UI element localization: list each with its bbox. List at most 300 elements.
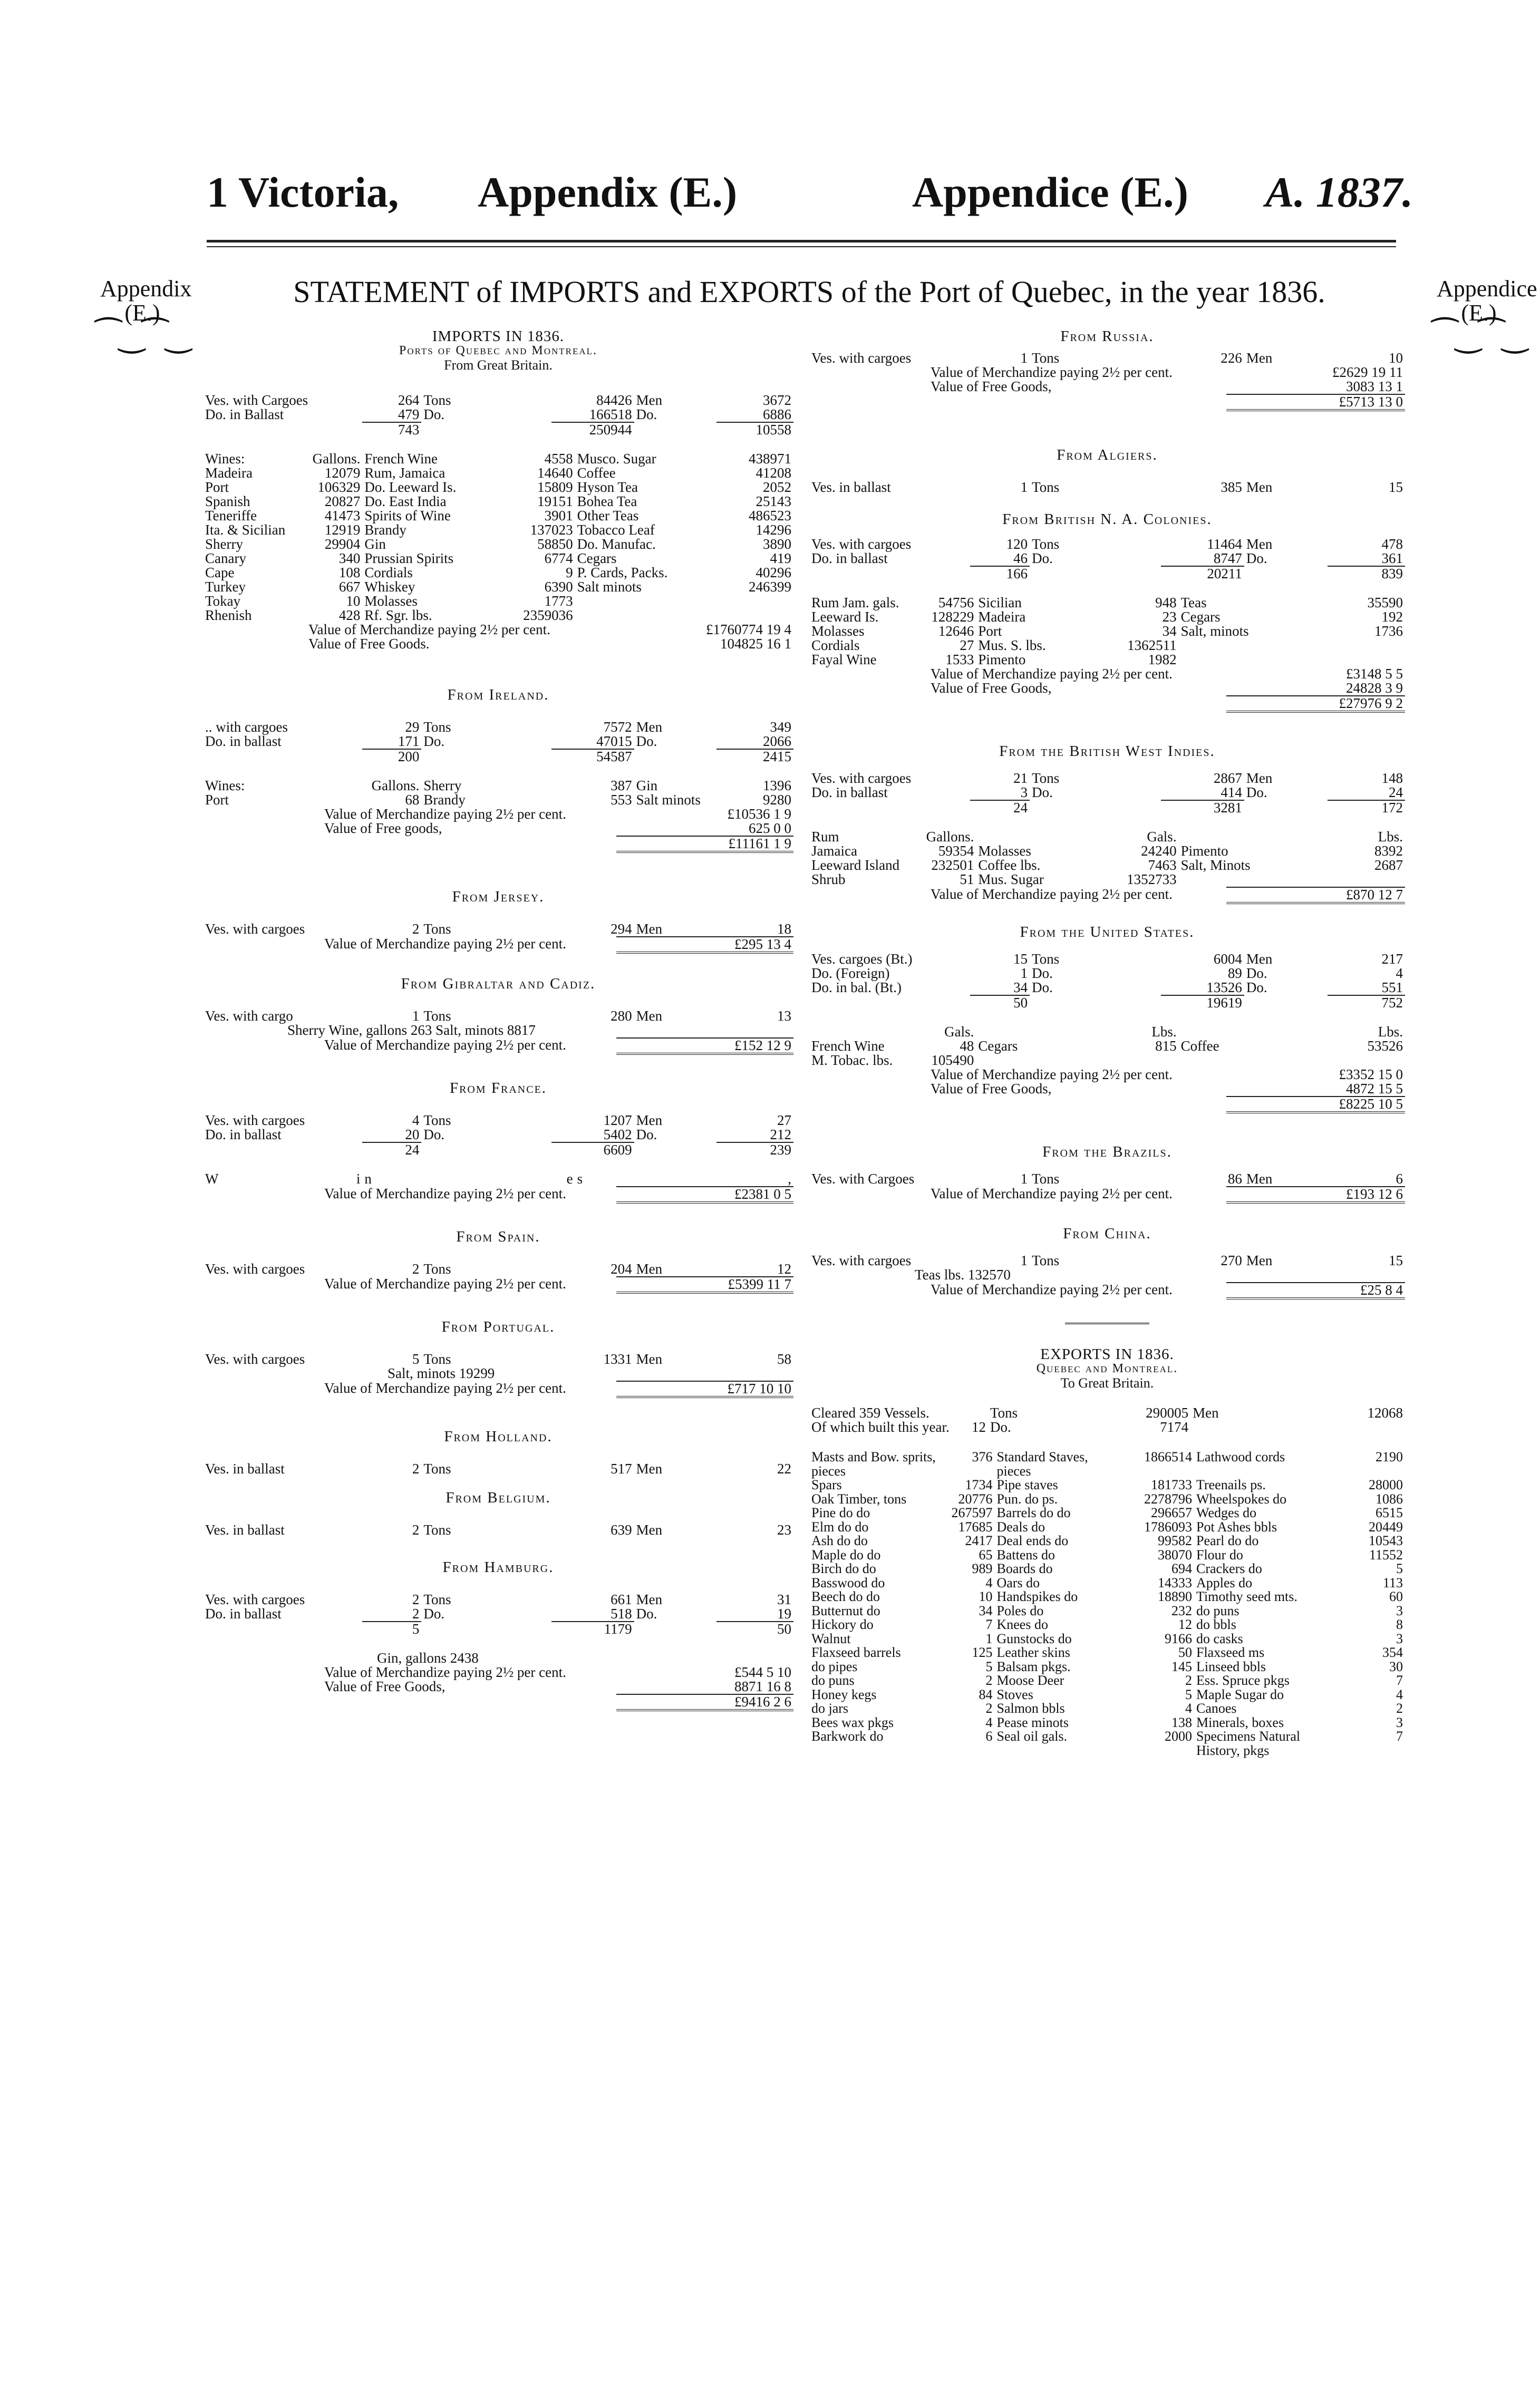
table-cell: Gals. (944, 1024, 974, 1040)
table-row (809, 610, 1405, 624)
section-heading: From China. (1063, 1225, 1151, 1242)
value-label: Value of Merchandize paying 2½ per cent. (931, 1066, 1173, 1082)
table-cell (1179, 653, 1310, 667)
table-cell: 7 (1396, 1729, 1403, 1744)
table-cell: Basswood do (811, 1575, 885, 1590)
table-cell: Shrub (811, 871, 846, 887)
table-cell: Ves. with cargoes (205, 921, 305, 937)
table-cell: Pipe staves (996, 1477, 1058, 1492)
value-label: Value of Free Goods, (324, 1679, 445, 1694)
table-cell: Ves. in ballast (205, 1522, 285, 1538)
table-cell: 414 (1221, 784, 1242, 800)
table-cell: Rf. Sgr. lbs. (364, 607, 432, 623)
table-cell: 17685 (958, 1519, 993, 1535)
table-cell: 2278796 (1144, 1491, 1192, 1507)
table-cell: 24 (1389, 784, 1403, 800)
table-cell: Pimento (1180, 843, 1228, 859)
table-cell: 3 (1396, 1714, 1403, 1730)
data-table (203, 1352, 793, 1366)
table-cell: Ves. cargoes (Bt.) (811, 951, 913, 967)
table-cell: 3890 (763, 536, 791, 552)
table-cell: Apples do (1196, 1575, 1253, 1590)
value-table (809, 1282, 1405, 1299)
table-row (809, 1520, 1405, 1535)
table-row (203, 1352, 793, 1366)
header-right: A. 1837. (1265, 168, 1413, 216)
table-cell: do jars (811, 1701, 849, 1716)
value-label: Value of Merchandize paying 2½ per cent. (324, 1276, 566, 1292)
table-cell: Flaxseed barrels (811, 1645, 901, 1660)
value-row (203, 1680, 793, 1694)
table-row (809, 1053, 1405, 1068)
table-cell: 226 (1221, 350, 1242, 366)
table-cell: Do. (423, 733, 445, 749)
table-cell: Ves. with cargo (205, 1008, 293, 1024)
table-cell: 5 (412, 1351, 420, 1367)
table-cell: s (577, 1171, 583, 1187)
section-heading: From the British West Indies. (999, 743, 1215, 760)
table-cell: Ves. with Cargoes (205, 392, 308, 408)
value-label: Value of Merchandize paying 2½ per cent. (931, 1282, 1173, 1297)
table-row (203, 922, 793, 936)
table-cell (634, 749, 717, 764)
table-cell: 148 (1381, 770, 1403, 786)
table-row (809, 1646, 1405, 1660)
table-cell: Salt, Minots (1180, 857, 1251, 873)
table-cell: 1 (1020, 1171, 1028, 1187)
table-cell: 1 (412, 1008, 420, 1024)
table-cell: 20827 (324, 493, 361, 509)
table-cell: , (788, 1171, 791, 1187)
table-cell: Cape (205, 565, 235, 580)
value-amount: £11161 1 9 (616, 836, 793, 852)
table-cell: 59354 (938, 843, 974, 859)
section-heading: From the Brazils. (1042, 1143, 1172, 1160)
table-cell: Tons (423, 1008, 451, 1024)
table-cell: Deal ends do (996, 1533, 1069, 1548)
table-cell (203, 749, 362, 764)
spacer (809, 759, 1405, 771)
table-cell: Handspikes do (996, 1589, 1078, 1604)
table-row (809, 1548, 1405, 1563)
table-cell: 22 (777, 1461, 791, 1477)
table-cell: 2066 (763, 733, 791, 749)
table-row (203, 537, 793, 551)
table-cell: 8 (1396, 1617, 1403, 1632)
table-cell: Pearl do do (1196, 1533, 1259, 1548)
table-cell: Minerals, boxes (1196, 1714, 1284, 1730)
table-cell: 518 (611, 1606, 632, 1622)
value-row (809, 1283, 1405, 1298)
table-cell: Deals do (996, 1519, 1045, 1535)
table-cell: Tons (423, 719, 451, 735)
table-cell: 10558 (716, 422, 793, 437)
table-cell: Pease minots (996, 1714, 1069, 1730)
table-cell: Coffee lbs. (978, 857, 1041, 873)
table-cell: 9 (566, 565, 573, 580)
table-cell: 385 (1221, 479, 1242, 495)
goods-line: Sherry Wine, gallons 263 Salt, minots 8817 (287, 1022, 536, 1038)
table-cell: 11552 (1369, 1547, 1403, 1563)
value-table (809, 1186, 1405, 1204)
table-row (203, 1523, 793, 1537)
table-cell: 553 (611, 792, 632, 808)
table-cell: 24 (362, 1142, 421, 1157)
table-cell: 3 (1396, 1631, 1403, 1646)
table-cell: Standard Staves, pieces (996, 1449, 1088, 1479)
table-row (203, 1622, 793, 1636)
table-cell (1310, 872, 1405, 887)
table-row (203, 1462, 793, 1476)
table-cell: Hickory do (811, 1617, 874, 1632)
table-cell: 12 (971, 1419, 986, 1435)
table-cell: Salt minots (577, 579, 642, 595)
table-cell: Do. (1032, 979, 1053, 995)
table-cell: 4 (1396, 1686, 1403, 1702)
table-cell: 1352733 (1127, 871, 1177, 887)
table-row (203, 408, 793, 422)
data-table (203, 720, 793, 764)
margin-left (79, 276, 206, 353)
data-table (809, 1254, 1405, 1268)
table-cell: Gin (364, 536, 386, 552)
table-cell (809, 995, 970, 1010)
value-row (203, 836, 793, 852)
table-cell: Poles do (996, 1603, 1044, 1618)
spacer (809, 815, 1405, 830)
value-table (809, 1068, 1405, 1113)
table-cell: Crackers do (1196, 1561, 1262, 1576)
table-cell: 948 (1155, 595, 1177, 610)
spacer (809, 1204, 1405, 1227)
table-row (809, 1618, 1405, 1632)
table-row (203, 452, 793, 466)
table-cell: Ves. with cargoes (205, 1112, 305, 1128)
data-table (203, 452, 793, 623)
swash-ornament-icon: ⁀‿⁀‿ (95, 318, 189, 353)
table-cell: Do. (636, 406, 657, 422)
table-cell: 349 (770, 719, 791, 735)
table-row (203, 779, 793, 793)
value-label: Value of Free Goods. (308, 636, 430, 652)
table-cell: 15 (1389, 479, 1403, 495)
data-table (809, 596, 1405, 667)
table-cell: Pimento (978, 652, 1026, 667)
table-cell: Port (978, 623, 1002, 639)
table-cell: 5 (985, 1658, 993, 1674)
table-row (809, 551, 1405, 566)
table-cell: 2 (412, 1261, 420, 1277)
table-cell (1179, 872, 1310, 887)
value-row (203, 821, 793, 836)
table-cell: 4 (1185, 1701, 1192, 1716)
table-cell: 6004 (1213, 951, 1242, 967)
spacer (203, 1505, 793, 1523)
table-cell: 361 (1381, 550, 1403, 566)
table-cell: 232501 (931, 857, 974, 873)
table-cell: Masts and Bow. sprits, pieces (811, 1449, 936, 1479)
table-cell (976, 1025, 1095, 1039)
table-cell: 29 (405, 719, 420, 735)
spacer (809, 1299, 1405, 1323)
table-cell: 50 (716, 1622, 793, 1636)
table-cell: 1786093 (1144, 1519, 1192, 1535)
table-cell: Men (636, 1112, 663, 1128)
table-cell: Lbs. (1151, 1024, 1177, 1040)
table-cell: 2 (412, 921, 420, 937)
table-cell: Leeward Island (811, 857, 900, 873)
table-cell: Men (1246, 1171, 1273, 1187)
table-cell: 34 (1013, 979, 1028, 995)
table-row (203, 580, 793, 594)
section-heading: To Great Britain. (1060, 1375, 1154, 1391)
table-cell: 2867 (1213, 770, 1242, 786)
table-cell: 4 (985, 1714, 993, 1730)
table-cell: 264 (398, 392, 420, 408)
table-cell: Of which built this year. (811, 1419, 950, 1435)
table-cell: Do. (Foreign) (811, 965, 890, 981)
table-cell: 7 (1396, 1673, 1403, 1688)
section-heading: Quebec and Montreal. (1036, 1362, 1178, 1375)
table-cell: do pipes (811, 1658, 858, 1674)
table-cell: Men (1246, 951, 1273, 967)
table-cell: 40296 (756, 565, 791, 580)
data-table (203, 1009, 793, 1023)
table-cell: Do. Manufac. (577, 536, 656, 552)
section-heading: From Holland. (444, 1428, 553, 1445)
value-row (203, 937, 793, 953)
table-cell: do puns (1196, 1603, 1239, 1618)
value-amount: 104825 16 1 (720, 636, 791, 652)
table-cell (1179, 638, 1310, 653)
table-cell: Specimens Natural History, pkgs (1196, 1729, 1301, 1758)
table-cell: Men (636, 1008, 663, 1024)
header-left: 1 Victoria, (207, 168, 399, 216)
table-cell: 1362511 (1127, 637, 1177, 653)
value-row (809, 887, 1405, 903)
table-cell: Men (1246, 770, 1273, 786)
table-row (809, 966, 1405, 981)
table-cell: 270 (1221, 1253, 1242, 1268)
table-cell: Pot Ashes bbls (1196, 1519, 1277, 1535)
value-amount: £5399 11 7 (616, 1277, 793, 1293)
table-cell: Do. in ballast (811, 784, 888, 800)
table-cell: 1533 (945, 652, 974, 667)
table-cell (203, 1142, 362, 1157)
data-table (203, 1262, 793, 1276)
value-label: Value of Merchandize paying 2½ per cent. (308, 622, 550, 637)
table-cell: 4558 (544, 451, 573, 467)
table-cell: 6609 (551, 1142, 634, 1157)
table-cell: Do. (423, 406, 445, 422)
table-cell: Tokay (205, 593, 241, 609)
table-cell (1322, 1420, 1405, 1434)
data-table (809, 351, 1405, 365)
table-cell: Do. in ballast (205, 1606, 282, 1622)
table-cell: 4 (985, 1575, 993, 1590)
table-cell: Bohea Tea (577, 493, 637, 509)
table-cell: 128229 (931, 609, 974, 625)
table-cell: Oars do (996, 1575, 1040, 1590)
table-row (203, 1262, 793, 1276)
table-cell: 145 (1171, 1658, 1192, 1674)
section-heading: From Algiers. (1057, 447, 1158, 463)
table-cell: Tons (1032, 1253, 1060, 1268)
table-cell: 15809 (537, 479, 573, 495)
table-cell: 51 (960, 871, 974, 887)
table-cell: 24 (970, 800, 1030, 815)
table-cell: 551 (1381, 979, 1403, 995)
table-cell: i (356, 1171, 361, 1187)
header-rule-thin (207, 246, 1396, 247)
table-cell: Teas (1180, 595, 1207, 610)
spacer (203, 1334, 793, 1352)
table-row (809, 1039, 1405, 1053)
goods-line: Teas lbs. 132570 (915, 1267, 1011, 1283)
table-row (203, 734, 793, 749)
table-cell: 137023 (530, 522, 573, 538)
value-amount: £27976 9 2 (1226, 696, 1405, 712)
table-cell: 340 (338, 550, 361, 566)
data-table (809, 1025, 1405, 1068)
table-cell: 2190 (1376, 1449, 1403, 1464)
table-cell: 50 (1178, 1645, 1192, 1660)
spacer (203, 1575, 793, 1593)
table-cell (634, 1622, 717, 1636)
value-label: Value of Merchandize paying 2½ per cent. (324, 1664, 566, 1680)
table-cell (705, 594, 793, 608)
table-cell: 661 (611, 1592, 632, 1607)
spacer (203, 1476, 793, 1491)
table-cell: 5 (1185, 1686, 1192, 1702)
table-cell: 479 (398, 406, 420, 422)
value-label: Value of Free Goods, (931, 680, 1052, 696)
table-cell: Port (205, 792, 229, 808)
data-table (203, 922, 793, 936)
table-cell: Do. in ballast (205, 733, 282, 749)
table-cell: Tons (423, 1592, 451, 1607)
table-cell: 65 (979, 1547, 993, 1563)
table-cell: 48 (960, 1038, 974, 1054)
spacer (809, 1113, 1405, 1145)
table-cell: Walnut (811, 1631, 851, 1646)
table-cell: Madeira (205, 465, 253, 481)
table-cell (809, 800, 970, 815)
table-cell: Molasses (978, 843, 1031, 859)
value-amount: £870 12 7 (1226, 887, 1405, 903)
table-cell: Gals. (1147, 829, 1177, 845)
value-label: Value of Free Goods, (931, 379, 1052, 394)
value-label: Value of Merchandize paying 2½ per cent. (324, 936, 566, 952)
spacer (203, 1636, 793, 1651)
table-cell: 2052 (763, 479, 791, 495)
table-cell: Ess. Spruce pkgs (1196, 1673, 1290, 1688)
table-cell: 2 (985, 1673, 993, 1688)
table-cell: Cegars (1180, 609, 1221, 625)
table-cell: 212 (770, 1127, 791, 1142)
table-cell: 7572 (603, 719, 632, 735)
table-row (809, 638, 1405, 653)
table-cell: 246399 (749, 579, 791, 595)
table-cell: Gallons. (312, 451, 361, 467)
data-table (809, 1406, 1405, 1434)
table-cell: Flaxseed ms (1196, 1645, 1265, 1660)
table-cell: 2359036 (523, 607, 573, 623)
table-row (809, 771, 1405, 785)
table-cell: Men (636, 1351, 663, 1367)
table-cell (1190, 1420, 1322, 1434)
table-cell: 267597 (951, 1505, 993, 1520)
table-cell: Tons (423, 921, 451, 937)
table-cell: 2 (985, 1701, 993, 1716)
table-cell: 5 (1396, 1561, 1403, 1576)
table-cell: 7463 (1148, 857, 1177, 873)
table-cell: Do. (636, 1127, 657, 1142)
table-cell: Elm do do (811, 1519, 869, 1535)
table-cell: 41473 (324, 508, 361, 523)
value-row (203, 637, 793, 651)
table-row (809, 1660, 1405, 1674)
value-label: Value of Merchandize paying 2½ per cent. (931, 886, 1173, 902)
table-cell: Tons (1032, 350, 1060, 366)
value-amount: £3352 15 0 (1339, 1066, 1403, 1082)
table-cell: Madeira (978, 609, 1026, 625)
table-cell: Ves. with cargoes (205, 1592, 305, 1607)
value-amount: £2381 0 5 (616, 1187, 793, 1202)
table-cell: 4 (1396, 965, 1403, 981)
table-cell: Teneriffe (205, 508, 257, 523)
section-heading: From Ireland. (447, 686, 549, 703)
table-cell: Tons (423, 1461, 451, 1477)
table-cell: Mus. Sugar (978, 871, 1044, 887)
table-cell: Leather skins (996, 1645, 1070, 1660)
table-cell: 12646 (938, 623, 974, 639)
spacer (203, 1095, 793, 1113)
table-cell: 743 (362, 422, 421, 437)
table-cell: Ves. with Cargoes (811, 1171, 915, 1187)
table-cell: Salt, minots (1180, 623, 1249, 639)
value-amount: £9416 2 6 (616, 1694, 793, 1710)
table-cell (1310, 638, 1405, 653)
table-cell: 486523 (749, 508, 791, 523)
table-row (809, 1576, 1405, 1590)
table-cell: 68 (405, 792, 420, 808)
table-cell: 1179 (551, 1622, 634, 1636)
table-row (809, 1492, 1405, 1507)
table-row (809, 981, 1405, 995)
table-cell: Rum Jam. gals. (811, 595, 899, 610)
value-amount: 24828 3 9 (1346, 680, 1403, 696)
table-cell: 60 (1389, 1589, 1403, 1604)
table-cell: Battens do (996, 1547, 1055, 1563)
table-cell: 1396 (763, 778, 791, 793)
table-cell: 29904 (324, 536, 361, 552)
table-cell: Do. in ballast (811, 550, 888, 566)
table-cell: Molasses (364, 593, 418, 609)
table-cell: Wines: (205, 778, 245, 793)
table-cell: 1736 (1374, 623, 1403, 639)
section-heading: From Belgium. (445, 1489, 551, 1506)
table-cell: 2 (1185, 1673, 1192, 1688)
table-cell: Do. East India (364, 493, 447, 509)
value-row (809, 380, 1405, 394)
table-cell (1030, 995, 1161, 1010)
spacer (203, 651, 793, 688)
table-cell: Do. (423, 1127, 445, 1142)
table-cell: 14296 (756, 522, 791, 538)
section-heading: From Gibraltar and Cadiz. (401, 975, 596, 992)
table-cell: 14333 (1157, 1575, 1192, 1590)
